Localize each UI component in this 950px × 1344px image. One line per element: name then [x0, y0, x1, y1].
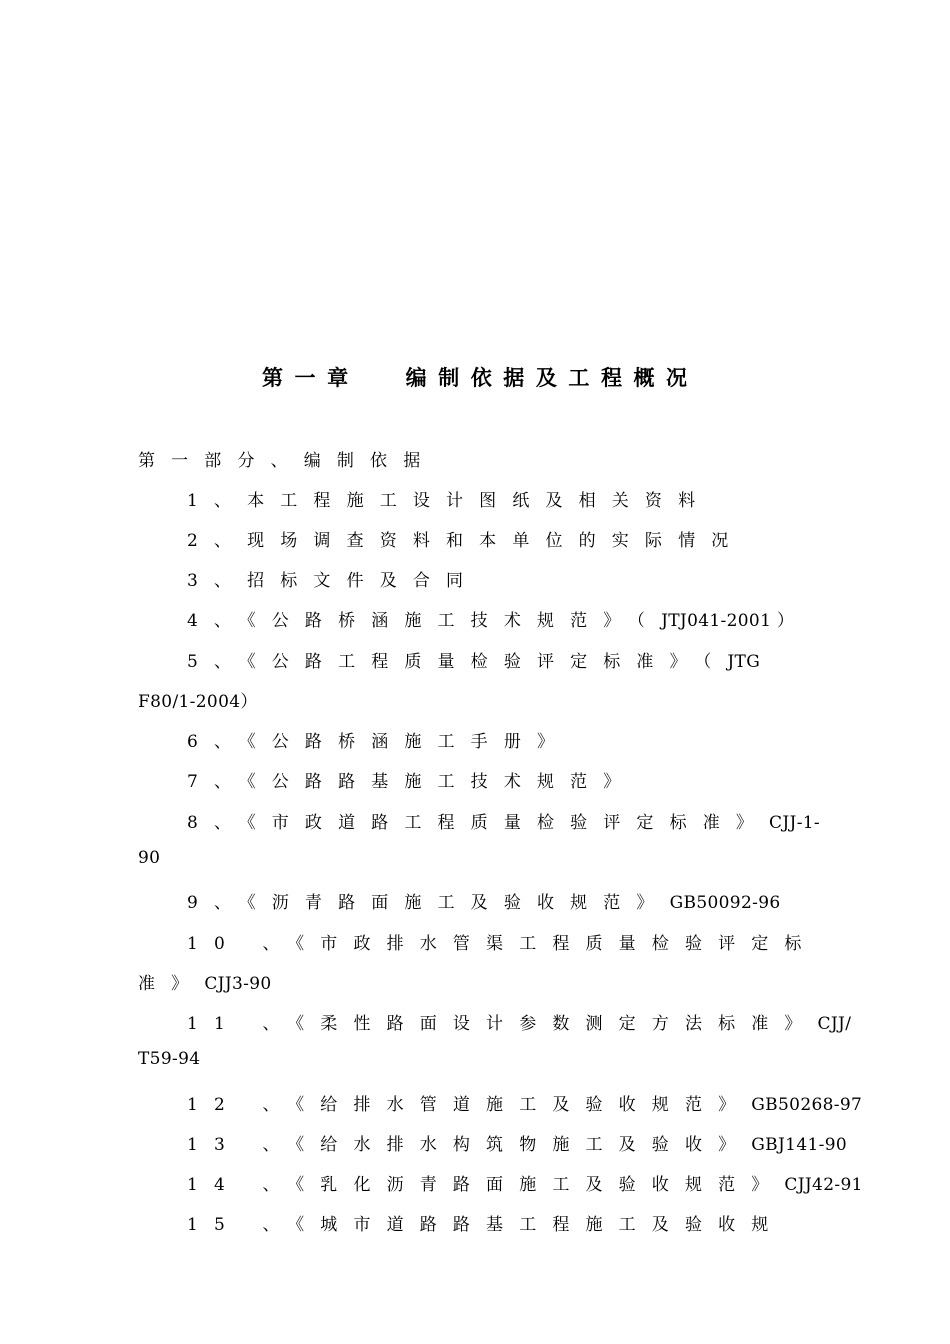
list-item-continuation: 准》CJJ3-90 [138, 974, 272, 994]
list-item: 5、《公路工程质量检验评定标准》（JTG [187, 652, 761, 672]
list-item-continuation: F80/1-2004） [138, 692, 258, 712]
list-item: 9、《沥青路面施工及验收规范》GB50092-96 [187, 893, 781, 913]
list-item: 12 、《给排水管道施工及验收规范》GB50268-97 [187, 1095, 863, 1115]
list-item: 8、《市政道路工程质量检验评定标准》CJJ-1- [187, 813, 821, 833]
list-item: 14 、《乳化沥青路面施工及验收规范》CJJ42-91 [187, 1175, 863, 1195]
list-item: 7、《公路路基施工技术规范》 [187, 772, 637, 792]
chapter-title [262, 362, 699, 392]
list-item: 11 、《柔性路面设计参数测定方法标准》CJJ/ [187, 1014, 852, 1034]
list-item: 2、现场调查资料和本单位的实际情况 [187, 531, 745, 551]
list-item-continuation: 90 [138, 848, 161, 868]
section-heading: 第一部分、编制依据 [138, 451, 437, 471]
list-item: 10 、《市政排水管渠工程质量检验评定标 [187, 934, 818, 954]
list-item: 15 、《城市道路路基工程施工及验收规 [187, 1215, 785, 1235]
chapter-number: 第一章 [262, 365, 360, 390]
list-item: 3、招标文件及合同 [187, 571, 480, 591]
list-item: 13 、《给水排水构筑物施工及验收》GBJ141-90 [187, 1135, 848, 1155]
list-item-continuation: T59-94 [138, 1049, 201, 1069]
list-item: 6、《公路桥涵施工手册》 [187, 732, 571, 752]
list-item: 1、本工程施工设计图纸及相关资料 [187, 491, 712, 511]
list-item: 4、《公路桥涵施工技术规范》（JTJ041-2001 ） [187, 611, 795, 631]
chapter-name: 编制依据及工程概况 [405, 365, 699, 390]
